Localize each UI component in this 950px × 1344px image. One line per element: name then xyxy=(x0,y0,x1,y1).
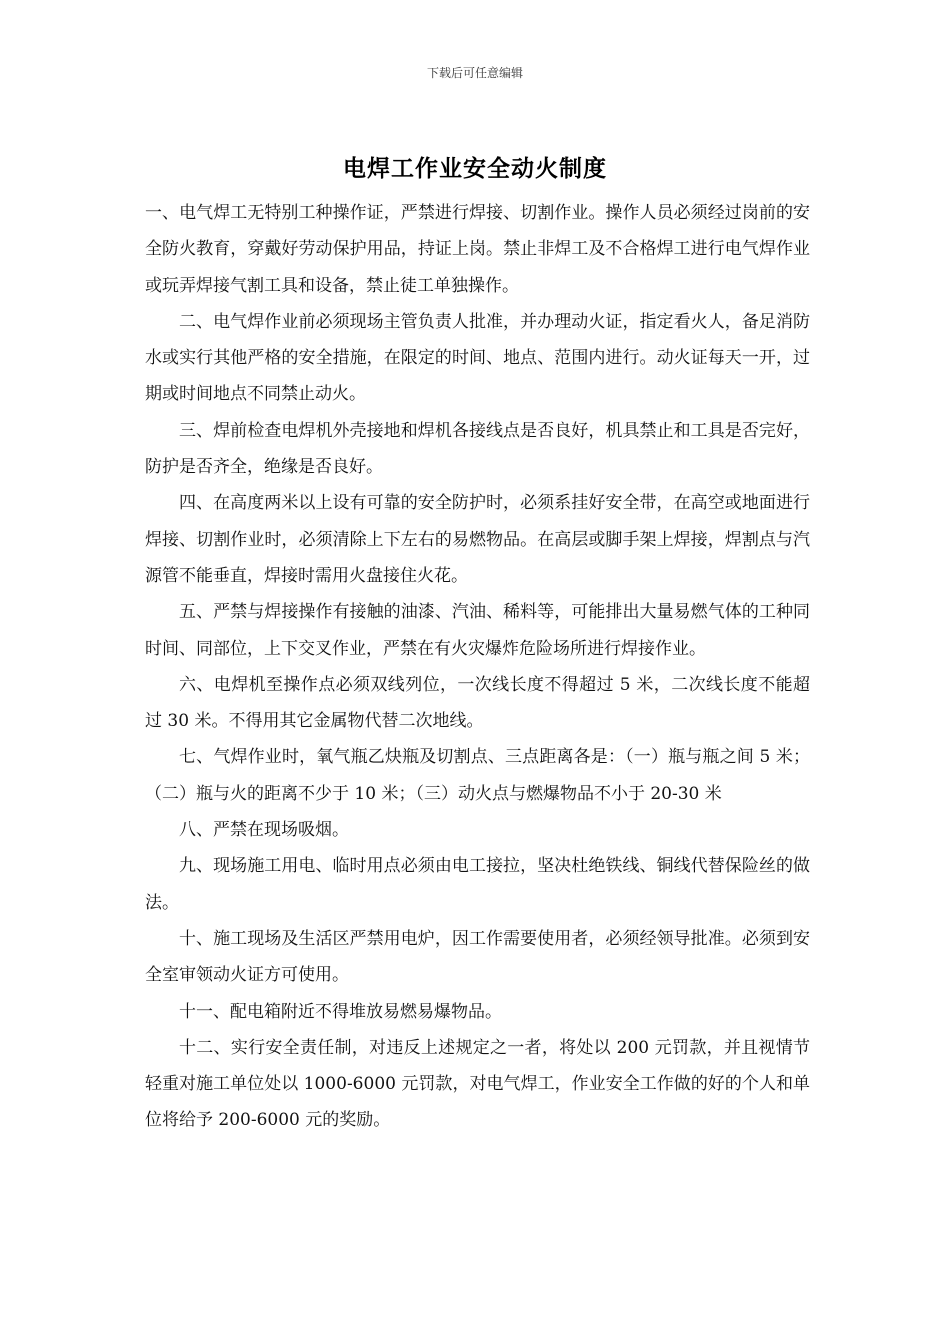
paragraph-1: 一、电气焊工无特别工种操作证，严禁进行焊接、切割作业。操作人员必须经过岗前的安全防火教育，穿戴好劳动保护用品，持证上岗。禁止非焊工及不合格焊工进行电气焊作业或玩弄焊接气割工具和设备，禁止徒工单独操作。 xyxy=(145,203,810,296)
paragraph-8: 八、严禁在现场吸烟。 xyxy=(179,820,349,841)
document-body xyxy=(145,195,810,1139)
paragraph-2: 二、电气焊作业前必须现场主管负责人批准，并办理动火证，指定看火人，备足消防水或实行其他严格的安全措施，在限定的时间、地点、范围内进行。动火证每天一开，过期或时间地点不同禁止动火。 xyxy=(145,311,810,405)
paragraph-12: 十二、实行安全责任制，对违反上述规定之一者，将处以 200 元罚款，并且视情节轻重对施工单位处以 1000-6000 元罚款，对电气焊工，作业安全工作做的好的个人和单位将给予 200-6000 元的奖励。 xyxy=(145,1037,810,1131)
paragraph-4: 四、在高度两米以上设有可靠的安全防护时，必须系挂好安全带，在高空或地面进行焊接、切割作业时，必须清除上下左右的易燃物品。在高层或脚手架上焊接，焊割点与汽源管不能垂直，焊接时需用火盘接住火花。 xyxy=(145,493,810,586)
paragraph-9: 九、现场施工用电、临时用点必须由电工接拉，坚决杜绝铁线、铜线代替保险丝的做法。 xyxy=(145,856,810,913)
paragraph-7: 七、气焊作业时，氧气瓶乙炔瓶及切割点、三点距离各是：（一）瓶与瓶之间 5 米；（二）瓶与火的距离不少于 10 米；（三）动火点与燃爆物品不小于 20-30 米 xyxy=(145,747,810,804)
paragraph-3: 三、焊前检查电焊机外壳接地和焊机各接线点是否良好，机具禁止和工具是否完好，防护是否齐全，绝缘是否良好。 xyxy=(145,420,810,478)
header-note: 下载后可任意编辑 xyxy=(426,66,523,80)
paragraph-10: 十、施工现场及生活区严禁用电炉，因工作需要使用者，必须经领导批准。必须到安全室审领动火证方可使用。 xyxy=(145,928,810,986)
paragraph-5: 五、严禁与焊接操作有接触的油漆、汽油、稀料等，可能排出大量易燃气体的工种同时间、同部位，上下交叉作业，严禁在有火灾爆炸危险场所进行焊接作业。 xyxy=(145,602,810,659)
paragraph-11: 十一、配电箱附近不得堆放易燃易爆物品。 xyxy=(179,1001,502,1022)
document-title: 电焊工作业安全动火制度 xyxy=(343,156,607,182)
paragraph-6: 六、电焊机至操作点必须双线列位，一次线长度不得超过 5 米，二次线长度不能超过 30 米。不得用其它金属物代替二次地线。 xyxy=(145,674,810,732)
